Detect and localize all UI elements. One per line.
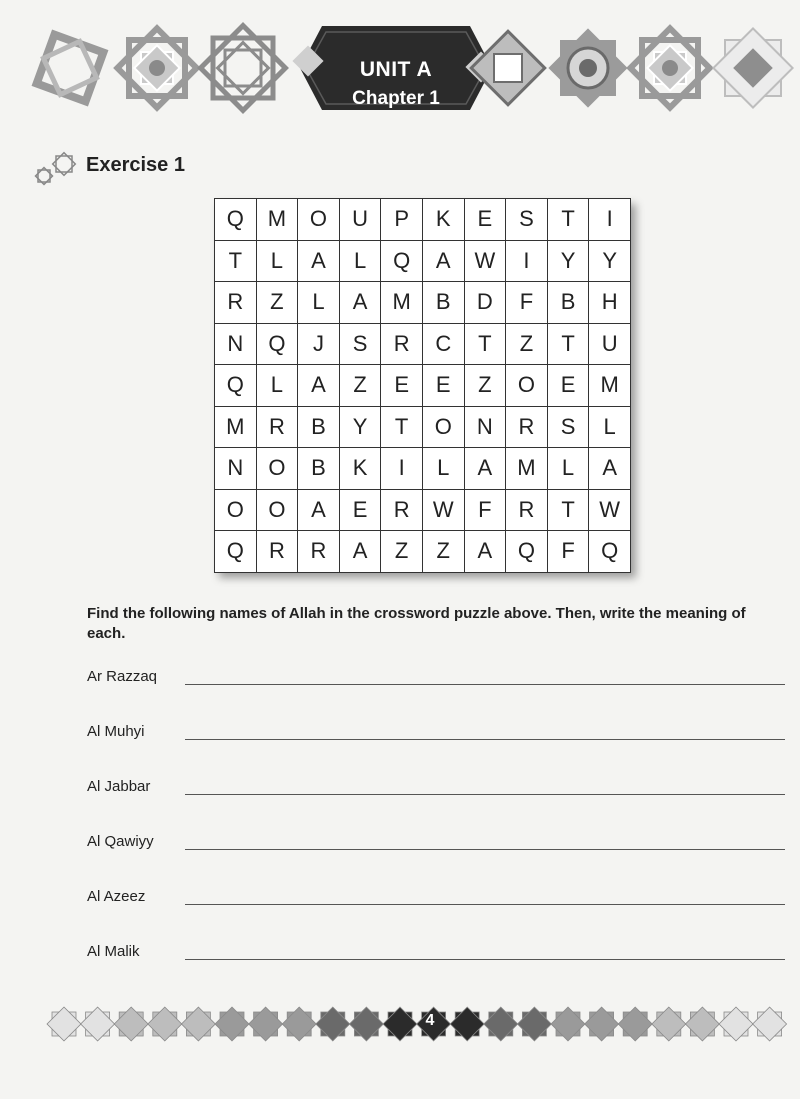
grid-cell: A — [464, 448, 506, 490]
ornament-6 — [630, 28, 709, 107]
footer-star-ornament — [249, 1007, 283, 1041]
footer-star-ornament — [349, 1007, 383, 1041]
grid-cell: I — [381, 448, 423, 490]
grid-cell: Q — [506, 531, 548, 573]
footer-star-ornament — [383, 1007, 417, 1041]
exercise-heading — [34, 150, 334, 190]
grid-cell: R — [506, 489, 548, 531]
answer-row — [87, 943, 787, 967]
grid-cell: U — [589, 323, 631, 365]
grid-cell: F — [464, 489, 506, 531]
ornament-7 — [713, 28, 792, 107]
grid-cell: Y — [547, 240, 589, 282]
unit-label: UNIT A — [359, 58, 433, 81]
answer-line[interactable] — [185, 959, 785, 960]
footer-star-ornament — [450, 1007, 484, 1041]
grid-cell: A — [589, 448, 631, 490]
grid-cell: Q — [215, 365, 257, 407]
grid-cell: Y — [589, 240, 631, 282]
grid-cell: A — [339, 282, 381, 324]
star-ornament-icon — [34, 150, 84, 190]
grid-cell: O — [256, 448, 298, 490]
grid-cell: R — [298, 531, 340, 573]
grid-cell: L — [547, 448, 589, 490]
answer-line[interactable] — [185, 794, 785, 795]
grid-cell: S — [506, 199, 548, 241]
grid-cell: T — [215, 240, 257, 282]
grid-cell: E — [422, 365, 464, 407]
page-footer — [0, 998, 800, 1052]
footer-star-ornament — [753, 1007, 787, 1041]
grid-cell: Q — [256, 323, 298, 365]
instructions-text: Find the following names of Allah in the crossword puzzle above. Then, write the meaning of each. — [87, 605, 746, 642]
footer-star-ornament — [282, 1007, 316, 1041]
grid-cell: Z — [339, 365, 381, 407]
answer-row — [87, 888, 787, 912]
grid-cell: S — [339, 323, 381, 365]
grid-cell: O — [506, 365, 548, 407]
answer-row — [87, 833, 787, 857]
grid-cell: W — [422, 489, 464, 531]
unit-title-block — [307, 46, 485, 126]
answer-row — [87, 668, 787, 692]
grid-row — [215, 406, 631, 448]
word-search-puzzle — [214, 198, 631, 572]
grid-row — [215, 531, 631, 573]
grid-cell: Z — [464, 365, 506, 407]
grid-cell: W — [589, 489, 631, 531]
grid-cell: E — [381, 365, 423, 407]
grid-cell: E — [547, 365, 589, 407]
grid-cell: O — [298, 199, 340, 241]
grid-cell: O — [256, 489, 298, 531]
grid-cell: N — [215, 448, 257, 490]
exercise-title: Exercise 1 — [86, 154, 185, 176]
grid-cell: A — [422, 240, 464, 282]
grid-cell: Q — [215, 531, 257, 573]
footer-star-ornament — [215, 1007, 249, 1041]
grid-cell: O — [215, 489, 257, 531]
grid-cell: T — [547, 489, 589, 531]
grid-cell: T — [547, 199, 589, 241]
answer-row — [87, 778, 787, 802]
grid-cell: B — [422, 282, 464, 324]
grid-cell: M — [506, 448, 548, 490]
name-label: Al Malik — [87, 943, 140, 960]
grid-cell: K — [339, 448, 381, 490]
grid-cell: A — [464, 531, 506, 573]
grid-cell: B — [298, 448, 340, 490]
grid-cell: J — [298, 323, 340, 365]
name-label: Al Qawiyy — [87, 833, 154, 850]
grid-cell: K — [422, 199, 464, 241]
answer-line[interactable] — [185, 684, 785, 685]
ornament-3 — [201, 26, 286, 111]
grid-row — [215, 365, 631, 407]
grid-cell: F — [506, 282, 548, 324]
page-number: 4 — [425, 1012, 435, 1029]
grid-cell: M — [256, 199, 298, 241]
grid-cell: L — [298, 282, 340, 324]
grid-row — [215, 282, 631, 324]
footer-star-ornament — [484, 1007, 518, 1041]
grid-row — [215, 448, 631, 490]
grid-cell: N — [215, 323, 257, 365]
footer-star-ornament — [551, 1007, 585, 1041]
grid-cell: Y — [339, 406, 381, 448]
grid-cell: B — [298, 406, 340, 448]
grid-cell: R — [506, 406, 548, 448]
grid-cell: R — [256, 531, 298, 573]
footer-star-ornament — [652, 1007, 686, 1041]
grid-cell: W — [464, 240, 506, 282]
grid-cell: L — [256, 240, 298, 282]
grid-cell: Q — [381, 240, 423, 282]
grid-cell: Q — [589, 531, 631, 573]
grid-cell: T — [464, 323, 506, 365]
name-label: Ar Razzaq — [87, 668, 158, 685]
answer-row — [87, 723, 787, 747]
grid-cell: A — [339, 531, 381, 573]
answer-line[interactable] — [185, 739, 785, 740]
unit-header-band — [0, 20, 800, 114]
footer-star-ornament — [585, 1007, 619, 1041]
footer-star-ornament — [618, 1007, 652, 1041]
grid-cell: M — [381, 282, 423, 324]
grid-cell: Z — [422, 531, 464, 573]
grid-cell: T — [381, 406, 423, 448]
grid-cell: N — [464, 406, 506, 448]
grid-cell: Z — [506, 323, 548, 365]
footer-star-ornament — [47, 1007, 81, 1041]
grid-cell: A — [298, 365, 340, 407]
grid-cell: Z — [381, 531, 423, 573]
grid-cell: Z — [256, 282, 298, 324]
footer-star-ornament — [517, 1007, 551, 1041]
grid-cell: R — [381, 489, 423, 531]
footer-star-ornament — [719, 1007, 753, 1041]
footer-star-ornament — [114, 1007, 148, 1041]
grid-cell: U — [339, 199, 381, 241]
letter-grid — [214, 198, 631, 573]
grid-cell: E — [464, 199, 506, 241]
grid-cell: I — [589, 199, 631, 241]
grid-cell: M — [215, 406, 257, 448]
footer-ornament-strip — [0, 998, 800, 1052]
grid-row — [215, 240, 631, 282]
grid-cell: S — [547, 406, 589, 448]
ornament-1 — [37, 35, 104, 102]
grid-cell: H — [589, 282, 631, 324]
name-label: Al Muhyi — [87, 723, 145, 740]
grid-cell: R — [381, 323, 423, 365]
footer-star-ornament — [685, 1007, 719, 1041]
grid-cell: L — [339, 240, 381, 282]
grid-cell: L — [256, 365, 298, 407]
grid-cell: M — [589, 365, 631, 407]
grid-cell: D — [464, 282, 506, 324]
footer-star-ornament — [181, 1007, 215, 1041]
grid-cell: E — [339, 489, 381, 531]
ornament-5 — [548, 28, 627, 107]
footer-star-ornament — [316, 1007, 350, 1041]
grid-cell: I — [506, 240, 548, 282]
grid-row — [215, 199, 631, 241]
ornament-2 — [117, 28, 196, 107]
grid-cell: B — [547, 282, 589, 324]
grid-cell: Q — [215, 199, 257, 241]
grid-cell: L — [589, 406, 631, 448]
name-label: Al Azeez — [87, 888, 146, 905]
grid-cell: R — [256, 406, 298, 448]
grid-cell: A — [298, 489, 340, 531]
grid-cell: P — [381, 199, 423, 241]
grid-row — [215, 489, 631, 531]
footer-star-ornament — [148, 1007, 182, 1041]
grid-cell: F — [547, 531, 589, 573]
answer-line[interactable] — [185, 904, 785, 905]
chapter-label: Chapter 1 — [352, 88, 440, 109]
grid-cell: R — [215, 282, 257, 324]
answer-line[interactable] — [185, 849, 785, 850]
grid-cell: C — [422, 323, 464, 365]
grid-cell: T — [547, 323, 589, 365]
grid-cell: A — [298, 240, 340, 282]
grid-cell: O — [422, 406, 464, 448]
footer-star-ornament — [81, 1007, 115, 1041]
grid-row — [215, 323, 631, 365]
name-label: Al Jabbar — [87, 778, 151, 795]
grid-cell: L — [422, 448, 464, 490]
